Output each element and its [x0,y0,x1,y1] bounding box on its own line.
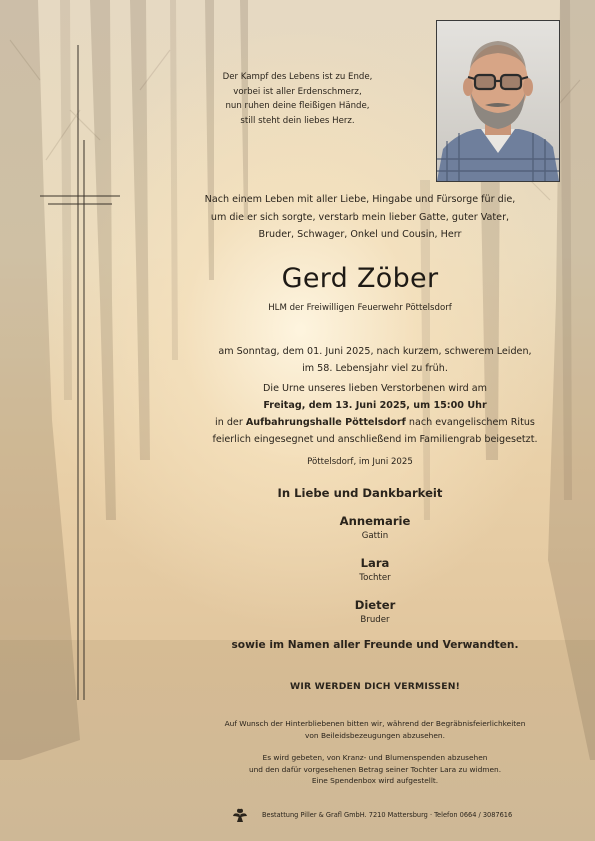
note-line: von Beileidsbezeugungen abzusehen. [305,730,445,740]
poem-line: Der Kampf des Lebens ist zu Ende, [222,72,373,82]
relative-name: Annemarie [339,514,411,528]
ceremony-location-line [180,414,570,431]
intro-line: Bruder, Schwager, Onkel und Cousin, Herr [258,229,462,240]
relative-name: Dieter [354,598,396,612]
cross-icon [0,0,130,720]
donation-note [180,752,570,787]
note-line: Es wird gebeten, von Kranz- und Blumenspenden abzusehen [262,753,488,762]
relative-relation: Tochter [359,573,391,583]
relative-relation: Bruder [360,615,390,625]
note-line: und den dafür vorgesehenen Betrag seiner Tochter Lara zu widmen. [248,764,502,774]
ceremony-text [180,380,570,448]
poem-line: nun ruhen deine fleißigen Hände, [225,101,370,111]
ceremony-location: Aufbahrungshalle Pöttelsdorf [245,417,406,428]
deceased-name: Gerd Zöber [281,263,439,294]
ceremony-line: Die Urne unseres lieben Verstorbenen wird am [263,383,487,394]
ceremony-date-time: Freitag, dem 13. Juni 2025, um 15:00 Uhr [263,400,487,411]
condolence-note [180,718,570,741]
relative-relation: Gattin [361,531,389,541]
ceremony-suffix: nach evangelischem Ritus [408,417,535,428]
relative-name: Lara [360,556,390,570]
place-date: Pöttelsdorf, im Juni 2025 [307,457,413,467]
love-heading: In Liebe und Dankbarkeit [277,486,443,500]
death-text [180,343,570,377]
deceased-subtitle: HLM der Freiwilligen Feuerwehr Pöttelsdorf [268,303,452,313]
poem-line: still steht dein liebes Herz. [240,115,355,126]
portrait-photo [436,20,560,182]
ceremony-line: feierlich eingesegnet und anschließend im Familiengrab beigesetzt. [212,434,538,445]
ceremony-prefix: in der [215,417,243,428]
miss-line: WIR WERDEN DICH VERMISSEN! [290,681,460,692]
note-line: Auf Wunsch der Hinterbliebenen bitten wir, während der Begräbnisfeierlichkeiten [224,719,526,728]
footer-text: Bestattung Piller & Grafl GmbH. 7210 Mattersburg · Telefon 0664 / 3087616 [262,811,513,819]
intro-text [170,191,550,244]
footer [232,807,552,823]
intro-line: um die er sich sorgte, verstarb mein lieber Gatte, guter Vater, [210,211,510,223]
death-line: am Sonntag, dem 01. Juni 2025, nach kurzem, schwerem Leiden, [218,346,532,357]
poem-line: vorbei ist aller Erdenschmerz, [233,86,362,97]
poem-text [190,70,405,128]
death-line: im 58. Lebensjahr viel zu früh. [302,363,448,374]
angel-logo-icon [232,807,248,823]
note-line: Eine Spendenbox wird aufgestellt. [311,776,439,785]
intro-line: Nach einem Leben mit aller Liebe, Hingabe und Fürsorge für die, [204,194,516,205]
friends-line: sowie im Namen aller Freunde und Verwandten. [231,639,519,651]
